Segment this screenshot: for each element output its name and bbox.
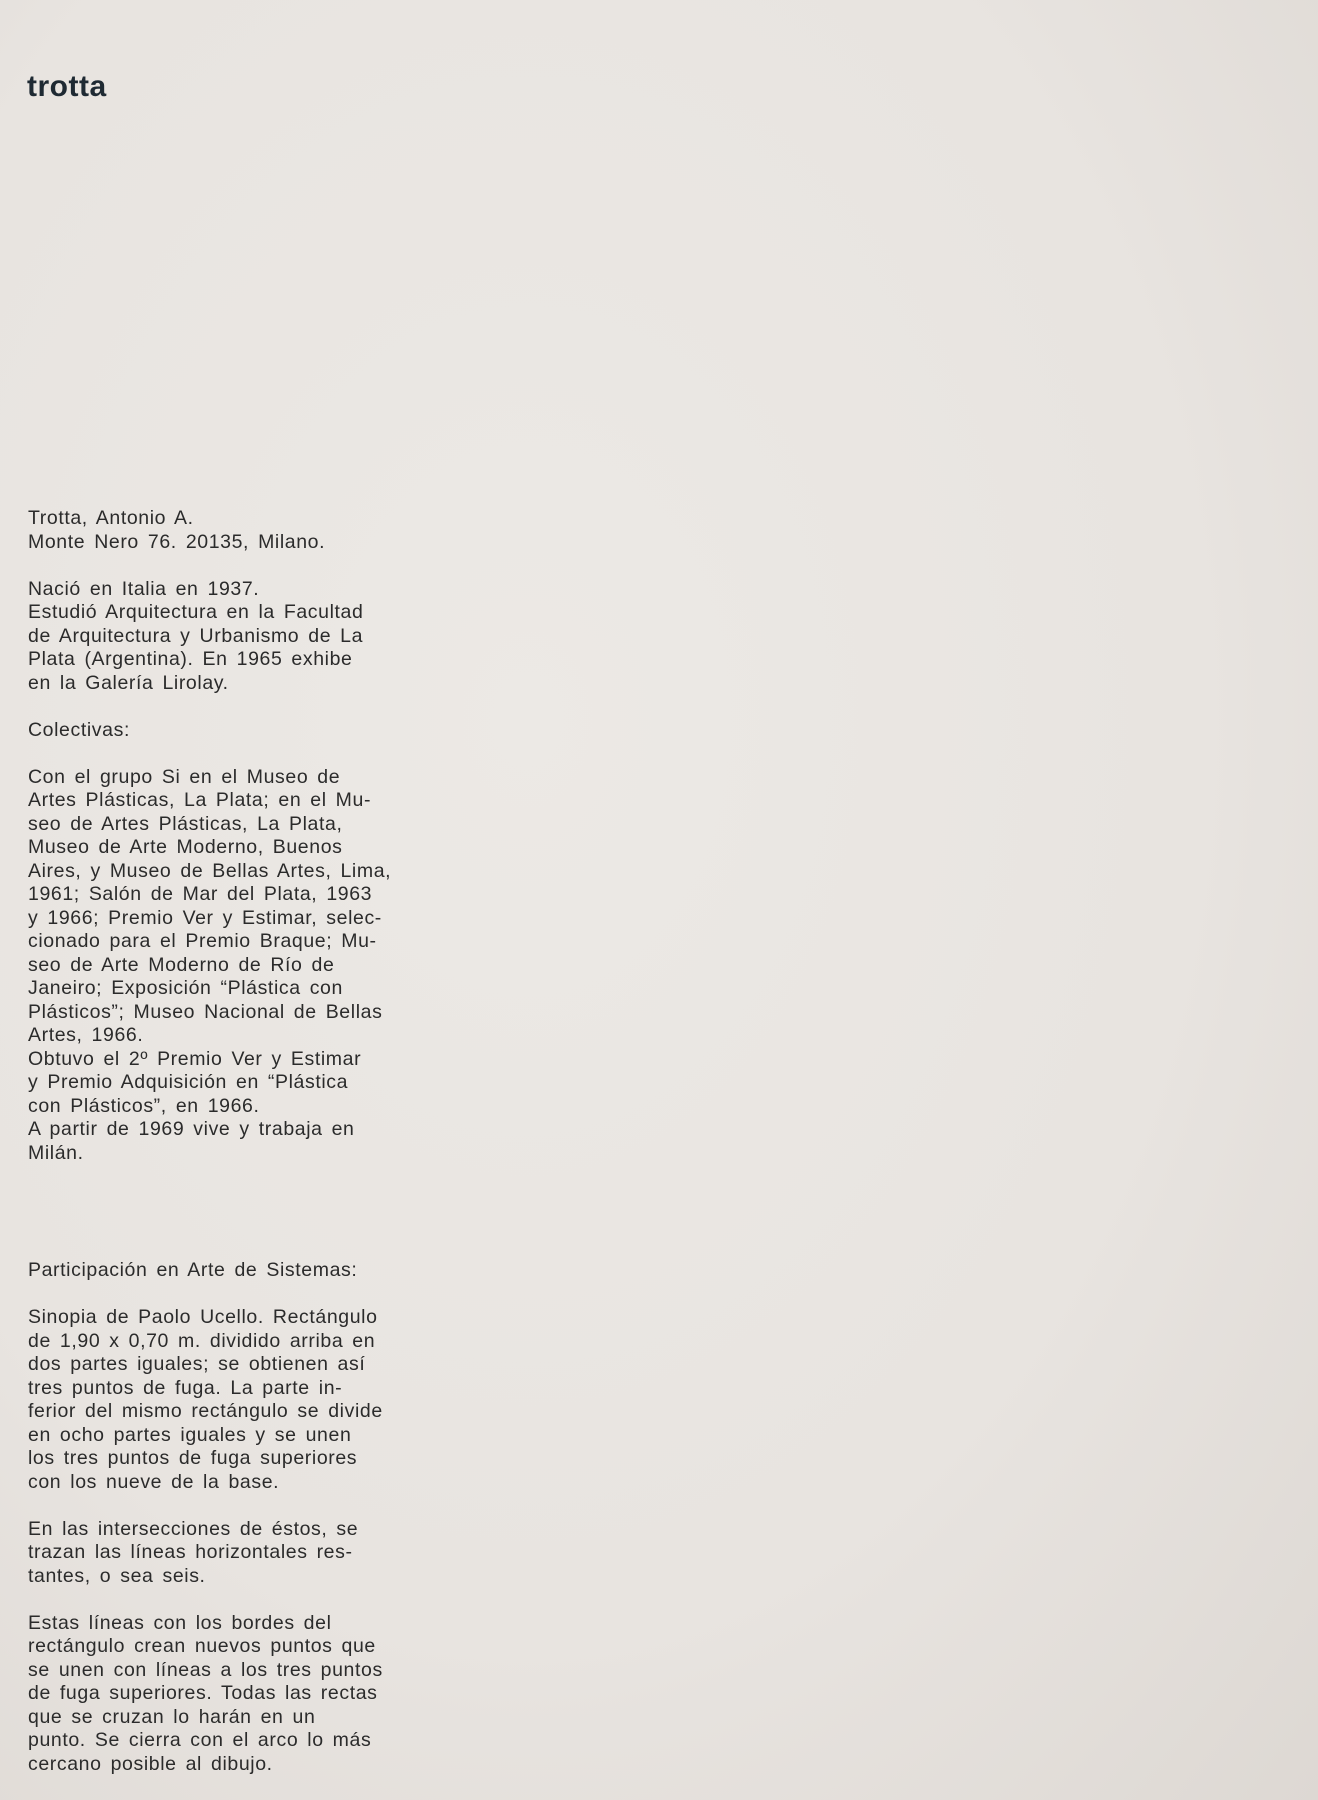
description-line: trazan las líneas horizontales res- xyxy=(28,1541,353,1563)
collective-line: Janeiro; Exposición “Plástica con xyxy=(28,977,343,999)
description-line: punto. Se cierra con el arco lo más xyxy=(28,1729,372,1751)
artist-address: Monte Nero 76. 20135, Milano. xyxy=(28,530,326,553)
description-line: cercano posible al dibujo. xyxy=(28,1752,273,1775)
collective-line: 1961; Salón de Mar del Plata, 1963 xyxy=(28,883,373,905)
collective-line: seo de Artes Plásticas, La Plata, xyxy=(28,812,343,835)
description-line: que se cruzan lo harán en un xyxy=(28,1705,316,1728)
description-line: dos partes iguales; se obtienen así xyxy=(28,1353,366,1375)
collective-line: Plásticos”; Museo Nacional de Bellas xyxy=(28,1000,383,1023)
spacer xyxy=(28,695,448,719)
spacer xyxy=(28,1588,448,1612)
artist-name: Trotta, Antonio A. xyxy=(28,507,194,529)
collective-line: cionado para el Premio Braque; Mu- xyxy=(28,930,377,952)
collective-line: Artes Plásticas, La Plata; en el Mu- xyxy=(28,789,372,811)
education-line: Plata (Argentina). En 1965 exhibe xyxy=(28,648,353,670)
spacer xyxy=(28,742,448,766)
collective-line: Artes, 1966. xyxy=(28,1024,144,1046)
education-line: de Arquitectura y Urbanismo de La xyxy=(28,624,364,647)
spacer xyxy=(28,1283,448,1307)
spacer xyxy=(28,1494,448,1518)
collective-line: y Premio Adquisición en “Plástica xyxy=(28,1071,349,1093)
collective-line: A partir de 1969 vive y trabaja en xyxy=(28,1118,355,1140)
description-line: En las intersecciones de éstos, se xyxy=(28,1517,359,1540)
collective-line: Milán. xyxy=(28,1141,84,1164)
participation-title: Participación en Arte de Sistemas: xyxy=(28,1259,358,1281)
description-line: tantes, o sea seis. xyxy=(28,1564,206,1587)
collective-line: seo de Arte Moderno de Río de xyxy=(28,953,335,976)
artist-heading: trotta xyxy=(27,70,107,103)
collective-line: Con el grupo Si en el Museo de xyxy=(28,765,341,788)
description-line: de fuga superiores. Todas las rectas xyxy=(28,1682,378,1704)
participation-section xyxy=(28,1259,448,1776)
description-line: los tres puntos de fuga superiores xyxy=(28,1447,358,1469)
description-line: tres puntos de fuga. La parte in- xyxy=(28,1376,343,1399)
collective-line: Aires, y Museo de Bellas Artes, Lima, xyxy=(28,859,392,882)
collective-title: Colectivas: xyxy=(28,718,130,741)
description-line: Estas líneas con los bordes del xyxy=(28,1611,332,1634)
description-line: con los nueve de la base. xyxy=(28,1470,280,1493)
description-line: de 1,90 x 0,70 m. dividido arriba en xyxy=(28,1329,376,1352)
education-line: Estudió Arquitectura en la Facultad xyxy=(28,601,364,623)
collective-line: con Plásticos”, en 1966. xyxy=(28,1094,260,1117)
description-line: ferior del mismo rectángulo se divide xyxy=(28,1400,383,1422)
collective-line: Obtuvo el 2º Premio Ver y Estimar xyxy=(28,1047,362,1070)
description-line: rectángulo crean nuevos puntos que xyxy=(28,1635,376,1657)
description-line: se unen con líneas a los tres puntos xyxy=(28,1658,383,1681)
description-line: en ocho partes iguales y se unen xyxy=(28,1423,352,1446)
spacer xyxy=(28,554,448,578)
birth-line: Nació en Italia en 1937. xyxy=(28,577,260,600)
description-line: Sinopia de Paolo Ucello. Rectángulo xyxy=(28,1306,378,1328)
collective-line: Museo de Arte Moderno, Buenos xyxy=(28,836,343,858)
collective-line: y 1966; Premio Ver y Estimar, selec- xyxy=(28,906,382,929)
biography-section xyxy=(28,507,448,1165)
education-line: en la Galería Lirolay. xyxy=(28,671,229,694)
